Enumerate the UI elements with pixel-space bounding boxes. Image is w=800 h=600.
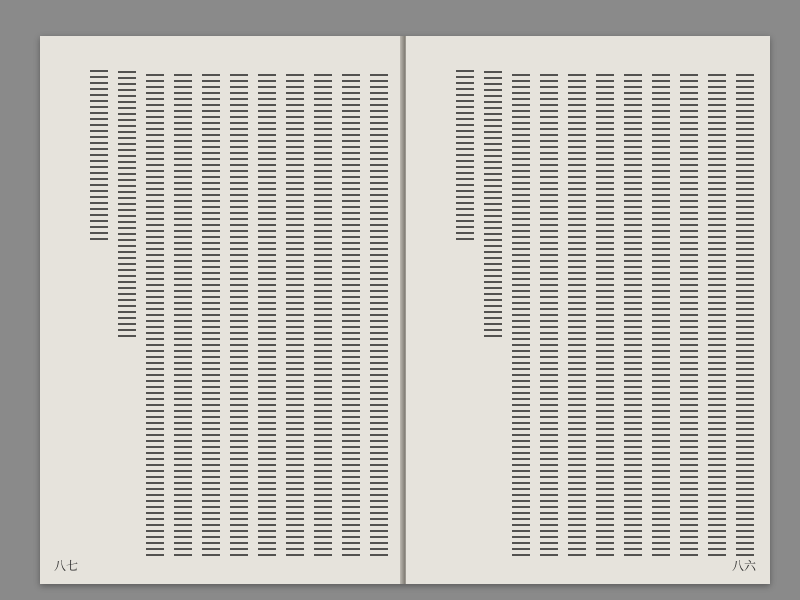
text-column [596,70,614,556]
text-column [652,70,670,556]
text-column [680,70,698,556]
text-column [202,70,220,556]
right-page [405,36,770,584]
text-column [118,70,136,337]
left-page-number: 八七 [54,559,79,573]
text-column [230,70,248,556]
text-column [708,70,726,556]
text-column [146,70,164,556]
text-column [624,70,642,556]
left-page [40,36,405,584]
text-column [540,70,558,556]
text-column [736,70,754,556]
text-column [568,70,586,556]
text-column [342,70,360,556]
left-page-text-columns [56,70,388,556]
text-column [258,70,276,556]
text-column [314,70,332,556]
open-book [40,36,770,584]
text-column [512,70,530,556]
text-column [484,70,502,337]
right-page-number: 八六 [731,559,756,573]
text-column [286,70,304,556]
text-column [370,70,388,556]
text-column [90,70,108,240]
text-column [174,70,192,556]
text-column [456,70,474,240]
right-page-text-columns [422,70,754,556]
